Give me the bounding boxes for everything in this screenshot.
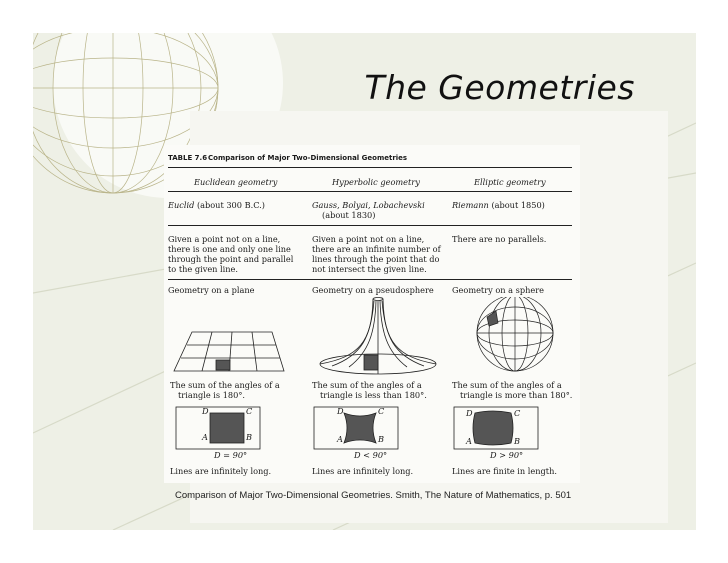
- lines-elliptic: Lines are finite in length.: [452, 466, 557, 476]
- table-label: TABLE 7.6: [168, 154, 208, 162]
- plane-grid-icon: [174, 332, 284, 371]
- quad-label-a: A: [337, 434, 343, 444]
- angle-d-elliptic: D > 90°: [490, 450, 524, 460]
- quad-label-b: B: [246, 432, 253, 442]
- parallel-euclid-2: there is one and only one line: [168, 244, 291, 254]
- quad-label-a: A: [466, 436, 472, 446]
- quad-label-d: D: [337, 406, 344, 416]
- lines-hyperbolic: Lines are infinitely long.: [312, 466, 414, 476]
- col-header-hyperbolic: Hyperbolic geometry: [332, 177, 420, 187]
- author-riemann: Riemann: [452, 200, 489, 210]
- table-title: Comparison of Major Two-Dimensional Geometries: [208, 154, 408, 162]
- quad-label-b: B: [378, 434, 385, 444]
- parallel-elliptic-1: There are no parallels.: [452, 234, 547, 244]
- model-euclid: Geometry on a plane: [168, 285, 255, 295]
- parallel-euclid-4: to the given line.: [168, 264, 238, 274]
- quad-label-c: C: [514, 408, 521, 418]
- parallel-hyperbolic-2: there are an infinite number of: [312, 244, 441, 254]
- quad-label-c: C: [246, 406, 253, 416]
- geometry-illustrations: [164, 297, 580, 377]
- lines-euclid: Lines are infinitely long.: [170, 466, 272, 476]
- parallel-euclid-1: Given a point not on a line,: [168, 234, 281, 244]
- parallel-hyperbolic-3: lines through the point that do: [312, 254, 440, 264]
- author-euclid: Euclid: [168, 200, 195, 210]
- parallel-hyperbolic-1: Given a point not on a line,: [312, 234, 425, 244]
- pseudosphere-icon: [320, 298, 436, 375]
- table-rule: [168, 167, 572, 168]
- col-header-elliptic: Elliptic geometry: [474, 177, 546, 187]
- angle-sum-hyperbolic-2: triangle is less than 180°.: [320, 390, 427, 400]
- quad-label-d: D: [202, 406, 209, 416]
- quad-label-d: D: [466, 408, 473, 418]
- date-hyperbolic: (about 1830): [322, 210, 376, 220]
- table-rule: [168, 191, 572, 192]
- angle-d-euclid: D = 90°: [214, 450, 248, 460]
- angle-sum-elliptic-2: triangle is more than 180°.: [460, 390, 573, 400]
- quad-label-a: A: [202, 432, 208, 442]
- angle-sum-elliptic-1: The sum of the angles of a: [452, 380, 562, 390]
- angle-sum-euclid-1: The sum of the angles of a: [170, 380, 280, 390]
- table-rule: [168, 225, 572, 226]
- geometry-comparison-table: [164, 145, 580, 483]
- quad-label-c: C: [378, 406, 385, 416]
- date-euclid: (about 300 B.C.): [196, 200, 265, 210]
- figure-caption: Comparison of Major Two-Dimensional Geometries. Smith, The Nature of Mathematics, p. 501: [175, 490, 572, 501]
- slide-title: The Geometries: [364, 68, 635, 107]
- parallel-hyperbolic-4: not intersect the given line.: [312, 264, 427, 274]
- parallel-euclid-3: through the point and parallel: [168, 254, 294, 264]
- model-elliptic: Geometry on a sphere: [452, 285, 544, 295]
- date-riemann: (about 1850): [491, 200, 545, 210]
- author-hyperbolic: Gauss, Bolyai, Lobachevski: [312, 200, 425, 210]
- angle-d-hyperbolic: D < 90°: [354, 450, 388, 460]
- quad-label-b: B: [514, 436, 521, 446]
- model-hyperbolic: Geometry on a pseudosphere: [312, 285, 434, 295]
- angle-sum-euclid-2: triangle is 180°.: [178, 390, 246, 400]
- table-rule: [168, 279, 572, 280]
- col-header-euclidean: Euclidean geometry: [194, 177, 278, 187]
- sphere-icon: [477, 297, 553, 371]
- angle-sum-hyperbolic-1: The sum of the angles of a: [312, 380, 422, 390]
